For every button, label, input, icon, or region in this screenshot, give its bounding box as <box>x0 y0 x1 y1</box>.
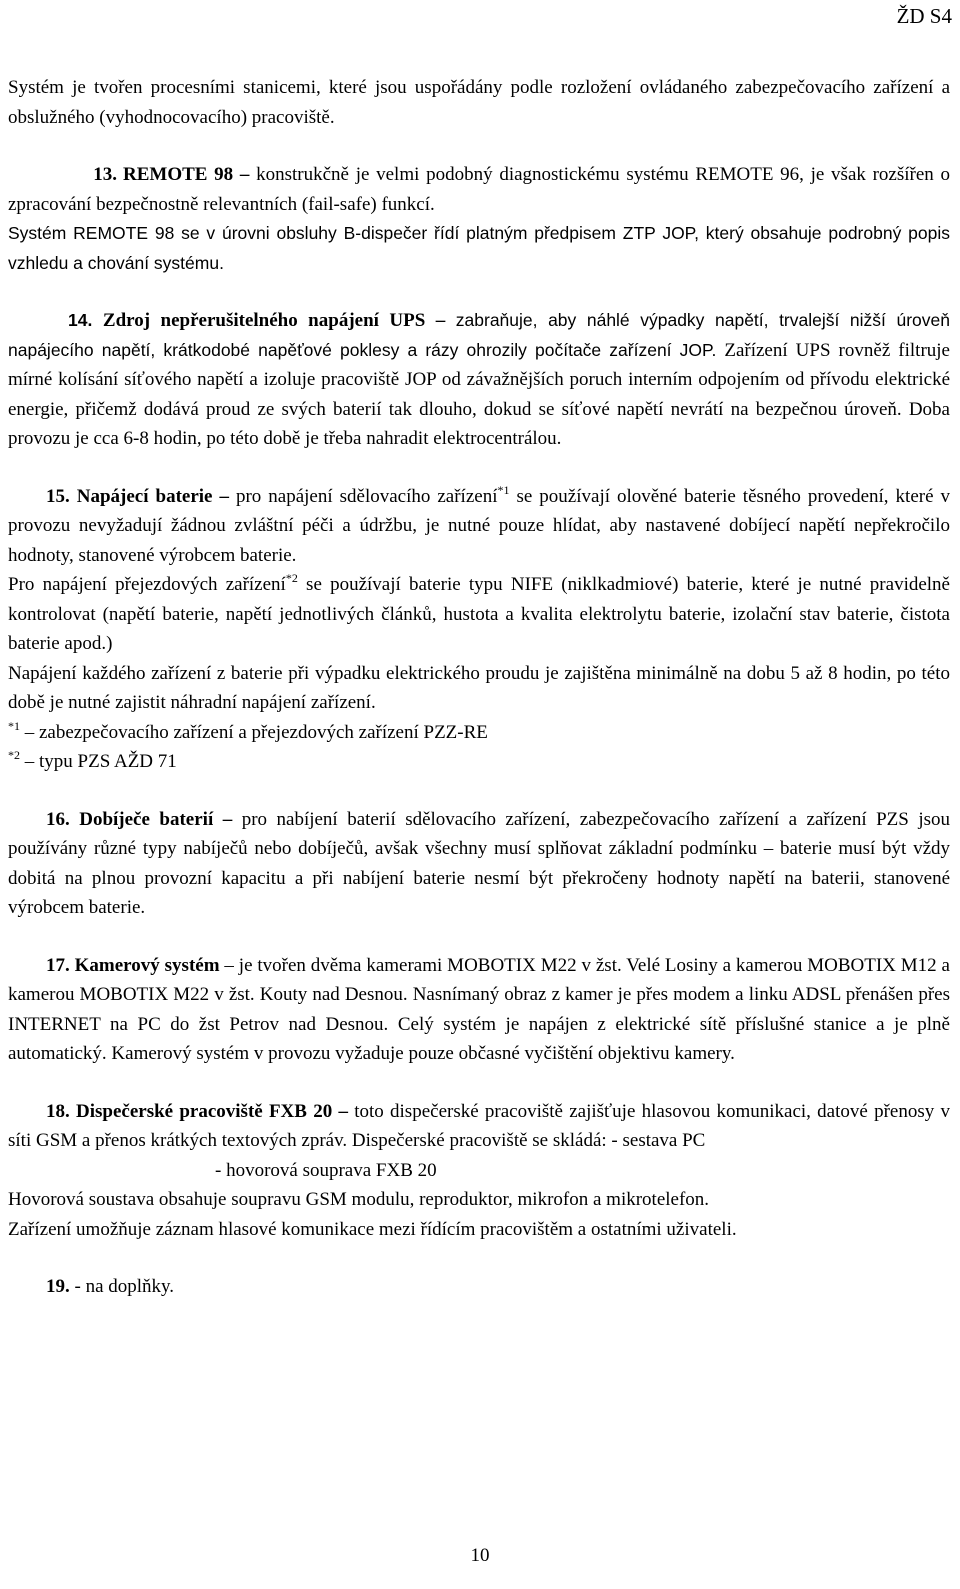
section-15-number: 15. <box>46 485 70 507</box>
section-19 <box>8 1272 950 1302</box>
section-15-para-3: Napájení každého zařízení z baterie při výpadku elektrického proudu je zajištěna minimálně na dobu 5 až 8 hodin, po této době je nutné zajistit náhradní napájení zařízení. <box>8 662 950 713</box>
section-19-text: - na doplňky. <box>69 1276 175 1297</box>
footnote-1 <box>8 718 950 748</box>
section-15-text-2a: Pro napájení přejezdových zařízení <box>8 574 286 595</box>
section-14-number: 14. <box>68 310 93 330</box>
footnote-ref-2: *2 <box>285 571 298 585</box>
document-code: ŽD S4 <box>896 4 952 28</box>
footnote-2-mark: *2 <box>8 748 20 762</box>
section-16-text: pro nabíjení baterií sdělovacího zařízení, zabezpečovacího zařízení a zařízení PZS jsou používány různé typy nabíječů nebo dobíječů, avšak všechny musí splňovat základní podmínku – baterie musí být vždy dobitá na plnou provozní kapacitu a při nabíjení baterie nesmí být překročeny hodnoty napětí na baterii, stanovené výrobcem baterie. <box>8 808 950 918</box>
section-17-number: 17. <box>46 954 70 976</box>
section-14 <box>8 306 950 454</box>
section-13-text-2: Systém REMOTE 98 se v úrovni obsluhy B-dispečer řídí platným předpisem ZTP JOP, který obsahuje podrobný popis vzhledu a chování systému. <box>8 223 950 273</box>
footnote-2-text: – typu PZS AŽD 71 <box>20 751 177 772</box>
section-16 <box>8 805 950 923</box>
section-17-title: Kamerový systém <box>74 954 220 976</box>
section-13 <box>8 160 950 219</box>
section-15-text-2b: se používají baterie typu NIFE (niklkadmiové) baterie, které je nutné pravidelně kontrolovat (napětí baterie, napětí jednotlivých článků, hustota a kvalita elektrolytu baterie, izolační stav baterie, čistota baterie apod.) <box>8 574 950 654</box>
section-13-title: REMOTE 98 – <box>123 164 250 185</box>
section-17 <box>8 951 950 1069</box>
page-number: 10 <box>470 1545 490 1566</box>
section-19-number: 19. <box>46 1276 70 1297</box>
section-15-title: Napájecí baterie – <box>76 485 229 507</box>
section-15-para-1 <box>8 482 950 571</box>
section-15-text-1a: pro napájení sdělovacího zařízení <box>228 485 498 507</box>
section-18-title: Dispečerské pracoviště FXB 20 – <box>76 1100 348 1122</box>
section-16-title: Dobíječe baterií – <box>79 808 233 830</box>
section-13-number: 13. <box>93 164 117 185</box>
section-18-text-2: Hovorová soustava obsahuje soupravu GSM modulu, reproduktor, mikrofon a mikrotelefon. <box>8 1189 710 1210</box>
footnote-1-mark: *1 <box>8 718 20 733</box>
section-13-text: konstrukčně je velmi podobný diagnostickému systému REMOTE 96, je však rozšířen o zpracování bezpečnostně relevantních (fail-safe) funkcí. <box>8 164 950 215</box>
section-18-text-1: toto dispečerské pracoviště zajišťuje hlasovou komunikaci, datové přenosy v síti GSM a přenos krátkých textových zpráv. Dispečerské pracoviště se skládá: - sestava PC <box>8 1100 950 1151</box>
intro-paragraph: Systém je tvořen procesními stanicemi, které jsou uspořádány podle rozložení ovládaného zabezpečovacího zařízení a obslužného (vyhodnocovacího) pracoviště. <box>8 77 950 128</box>
document-body <box>8 73 950 1302</box>
section-18-number: 18. <box>46 1100 70 1122</box>
section-15-para-2 <box>8 570 950 659</box>
section-14-text-1: zabraňuje, aby náhlé výpadky napětí, trvalejší nižší úroveň napájecího napětí, krátkodobé napěťové poklesy a rázy ohrozily počítače zařízení JOP. <box>8 310 950 360</box>
section-14-text-2: Zařízení UPS rovněž filtruje mírné kolísání síťového napětí a izoluje pracoviště JOP od závažnějších poruch interním odpojením od přívodu elektrické energie, přičemž dodává proud ze svých baterií tak dlouho, dokud se síťové napětí nevrátí na bezpečnou úroveň. Doba provozu je cca 6-8 hodin, po této době je třeba nahradit elektrocentrálou. <box>8 339 950 449</box>
footnote-ref-1: *1 <box>497 482 510 497</box>
section-18-text-3: Zařízení umožňuje záznam hlasové komunikace mezi řídícím pracovištěm a ostatními uživateli. <box>8 1218 737 1240</box>
section-15-text-1b: se používají olověné baterie těsného provedení, které v provozu nevyžadují žádnou zvláštní péči a údržbu, je nutné pouze hlídat, aby nastavené dobíjecí napětí nepřekročilo hodnoty, stanovené výrobcem baterie. <box>8 485 951 566</box>
section-14-title: Zdroj nepřerušitelného napájení UPS – <box>102 310 446 331</box>
footnote-1-text: – zabezpečovacího zařízení a přejezdových zařízení PZZ-RE <box>20 721 488 743</box>
section-17-text: – je tvořen dvěma kamerami MOBOTIX M22 v žst. Velé Losiny a kamerou MOBOTIX M12 a kamerou MOBOTIX M22 v žst. Kouty nad Desnou. Nasnímaný obraz z kamer je přes modem a linku ADSL přenášen přes INTERNET na PC do žst Petrov nad Desnou. Celý systém je napájen z elektrické sítě příslušné stanice a je plně automatický. Kamerový systém v provozu vyžaduje pouze občasné vyčištění objektivu kamery. <box>8 954 950 1064</box>
section-16-number: 16. <box>46 808 70 830</box>
section-18-item-2: - hovorová souprava FXB 20 <box>215 1159 437 1181</box>
section-18 <box>8 1097 950 1156</box>
footnote-2 <box>8 747 950 777</box>
